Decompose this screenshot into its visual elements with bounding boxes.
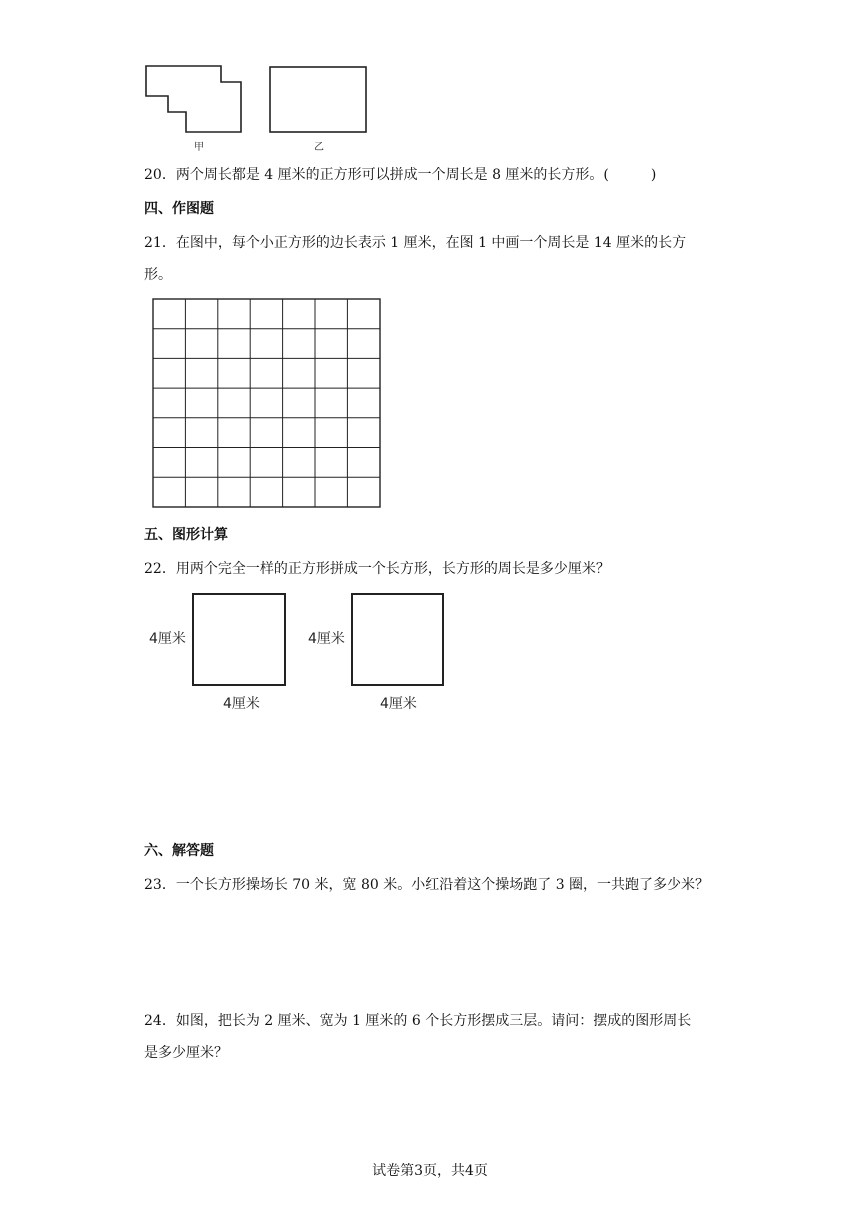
shape-yi [270, 67, 366, 132]
section-5-title: 五、图形计算 [144, 527, 228, 543]
square-1 [193, 594, 285, 685]
page-footer: 试卷第3页，共4页 [372, 1163, 488, 1179]
square-2 [352, 594, 443, 685]
question-23: 23．一个长方形操场长 70 米，宽 80 米。小红沿着这个操场跑了 3 圈，一共跑了多少米？ [144, 877, 710, 893]
shape-jia [146, 66, 241, 132]
q21-grid [152, 298, 382, 510]
square-2-bottom-label: 4厘米 [380, 696, 417, 712]
question-21-line1: 21．在图中，每个小正方形的边长表示 1 厘米，在图 1 中画一个周长是 14 厘米的长方 [144, 235, 687, 251]
question-21-line2: 形。 [144, 267, 172, 283]
question-20: 20．两个周长都是 4 厘米的正方形可以拼成一个周长是 8 厘米的长方形。( ) [144, 167, 657, 183]
label-jia: 甲 [194, 142, 204, 153]
section-4-title: 四、作图题 [144, 201, 214, 217]
section-6-title: 六、解答题 [144, 843, 214, 859]
question-22: 22．用两个完全一样的正方形拼成一个长方形，长方形的周长是多少厘米？ [144, 561, 610, 577]
q19-figure [138, 60, 378, 155]
square-2-side-label: 4厘米 [308, 631, 345, 647]
label-yi: 乙 [314, 142, 324, 153]
q22-squares [146, 590, 456, 718]
question-24-line1: 24．如图，把长为 2 厘米、宽为 1 厘米的 6 个长方形摆成三层。请问：摆成的图形周长 [144, 1013, 692, 1029]
question-24-line2: 是多少厘米？ [144, 1045, 228, 1061]
square-1-side-label: 4厘米 [149, 631, 186, 647]
square-1-bottom-label: 4厘米 [223, 696, 260, 712]
